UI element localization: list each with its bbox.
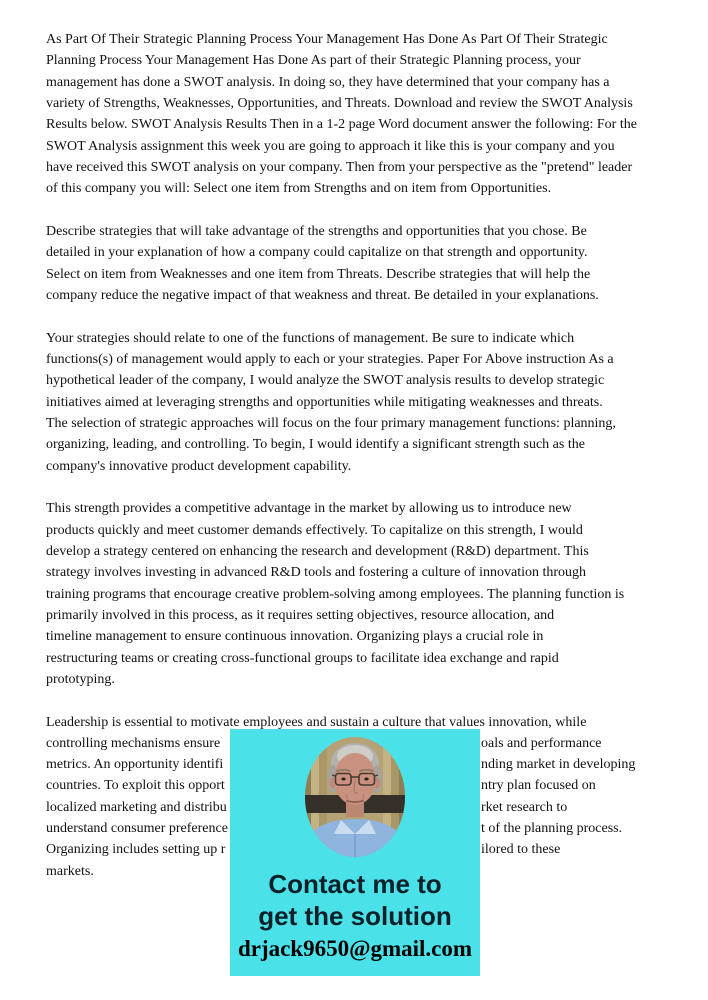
text-line: primarily involved in this process, as it requires setting objectives, resource allocation, and — [46, 607, 555, 623]
text-line: timeline management to ensure continuous innovation. Organizing plays a crucial role in — [46, 629, 544, 645]
text-line: Results below. SWOT Analysis Results Then in a 1-2 page Word document answer the following: For the — [46, 117, 637, 133]
text-line: variety of Strengths, Weaknesses, Opportunities, and Threats. Download and review the SWOT Analysis — [46, 95, 633, 111]
text-line: of this company you will: Select one item from Strengths and on item from Opportunities. — [46, 181, 552, 197]
text-line: products quickly and meet customer demands effectively. To capitalize on this strength, I would — [46, 522, 583, 538]
text-line: initiatives aimed at leveraging strengths and opportunities while mitigating weaknesses and threats. — [46, 394, 603, 410]
text-line: company's innovative product development capability. — [46, 458, 352, 474]
text-fragment-left: understand consumer preference — [46, 821, 228, 837]
text-fragment-right: ntry plan focused on — [481, 778, 596, 794]
contact-heading-line2: get the solution — [258, 901, 452, 931]
text-fragment-right: rket research to — [481, 799, 568, 815]
text-fragment-left: Leadership is essential to motivate employees and sustain a culture that values innovation, while — [46, 714, 587, 730]
text-line: The selection of strategic approaches will focus on the four primary management functions: planning, — [46, 415, 616, 431]
paragraph-2 — [46, 221, 666, 306]
text-fragment-left: countries. To exploit this opport — [46, 778, 225, 794]
portrait-photo-graphic — [305, 737, 405, 857]
text-line: management has done a SWOT analysis. In doing so, they have determined that your company has a — [46, 74, 610, 90]
text-line: functions(s) of management would apply to each or your strategies. Paper For Above instruction As a — [46, 351, 614, 367]
text-line: Describe strategies that will take advantage of the strengths and opportunities that you chose. Be — [46, 223, 587, 239]
text-fragment-left: localized marketing and distribu — [46, 799, 227, 815]
text-fragment-left: Organizing includes setting up r — [46, 842, 226, 858]
text-fragment-right: oals and performance — [481, 735, 602, 751]
contact-photo — [305, 737, 405, 857]
text-line: SWOT Analysis assignment this week you are going to approach it like this is your company and you — [46, 138, 615, 154]
paragraph-1 — [46, 29, 666, 200]
contact-email: drjack9650@gmail.com — [237, 936, 473, 961]
text-fragment-left: metrics. An opportunity identifi — [46, 757, 224, 773]
text-line: Planning Process Your Management Has Done As part of their Strategic Planning process, your — [46, 53, 581, 69]
text-line: organizing, leading, and controlling. To begin, I would identify a significant strength such as the — [46, 437, 585, 453]
text-line: develop a strategy centered on enhancing the research and development (R&D) department. This — [46, 543, 589, 559]
text-line: Your strategies should relate to one of the functions of management. Be sure to indicate which — [46, 330, 575, 346]
text-fragment-left: controlling mechanisms ensure — [46, 735, 221, 751]
text-fragment-right: nding market in developing — [481, 757, 636, 773]
text-line: As Part Of Their Strategic Planning Process Your Management Has Done As Part Of Their Strategic — [46, 32, 608, 47]
text-line: strategy involves investing in advanced R&D tools and fostering a culture of innovation through — [46, 565, 587, 581]
text-fragment-right: t of the planning process. — [481, 821, 623, 837]
text-line: hypothetical leader of the company, I would analyze the SWOT analysis results to develop strategic — [46, 373, 605, 389]
paragraph-4 — [46, 498, 666, 690]
paragraph-3 — [46, 328, 666, 477]
text-line: company reduce the negative impact of that weakness and threat. Be detailed in your explanations. — [46, 287, 599, 303]
text-line: detailed in your explanation of how a company could capitalize on that strength and opportunity. — [46, 245, 588, 261]
text-line: restructuring teams or creating cross-functional groups to facilitate idea exchange and rapid — [46, 650, 559, 666]
text-line: prototyping. — [46, 671, 115, 687]
text-fragment-left: markets. — [46, 863, 94, 879]
text-line: have received this SWOT analysis on your company. Then from your perspective as the "pretend" leader — [46, 159, 633, 175]
text-line: Select on item from Weaknesses and one item from Threats. Describe strategies that will help the — [46, 266, 591, 282]
text-line: This strength provides a competitive advantage in the market by allowing us to introduce new — [46, 501, 572, 517]
contact-heading-line1: Contact me to — [268, 869, 442, 899]
contact-card — [230, 729, 480, 976]
text-line: training programs that encourage creative problem-solving among employees. The planning function is — [46, 586, 625, 602]
text-fragment-right: ilored to these — [481, 842, 561, 858]
